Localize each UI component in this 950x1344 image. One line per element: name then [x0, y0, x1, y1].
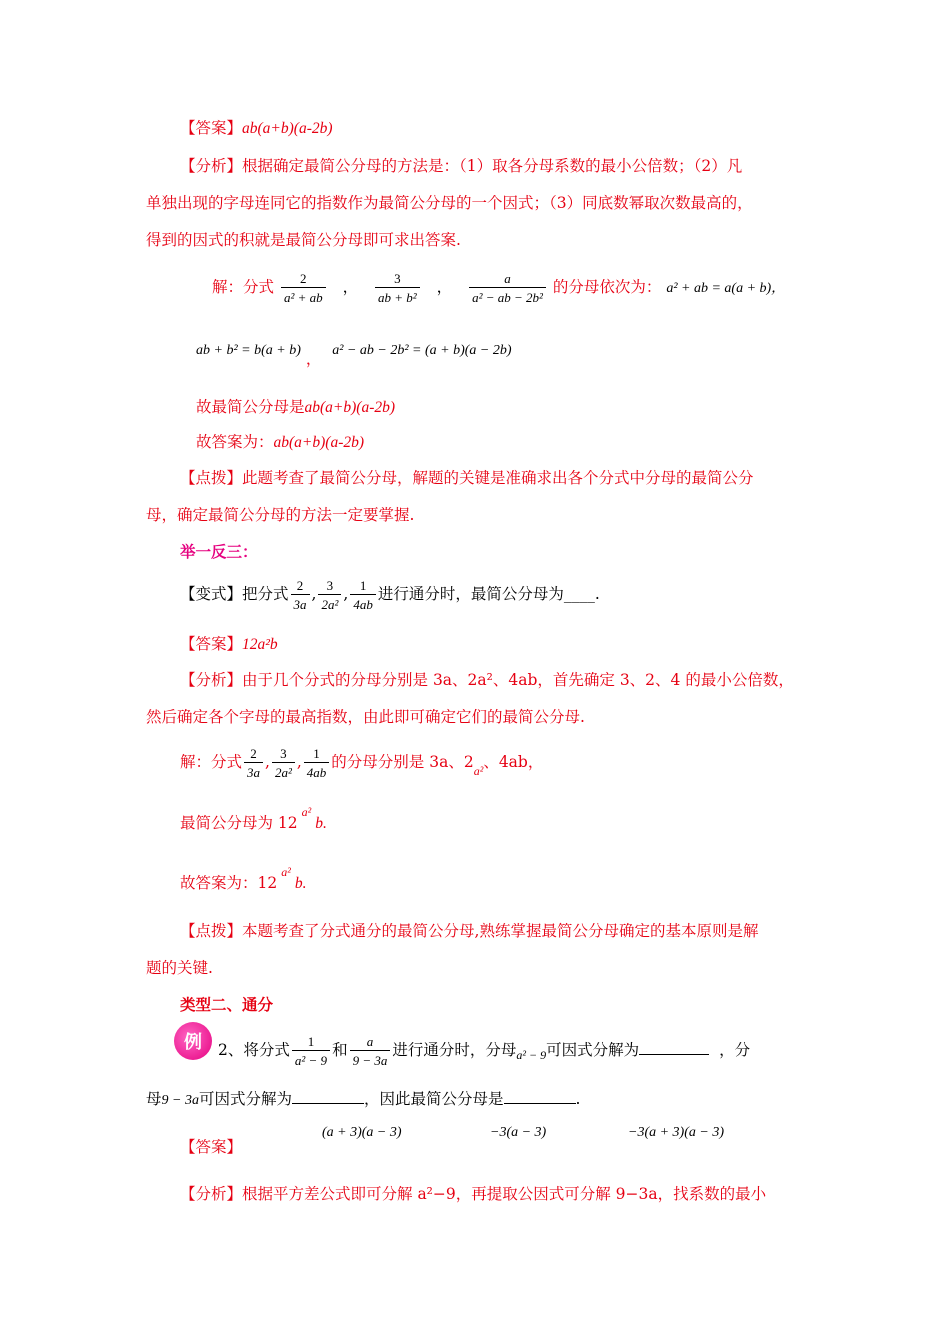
fraction: $\frac{2}{3a}$: [291, 579, 310, 611]
fraction: $\frac{3}{\text{ab + b²}}$: [375, 272, 420, 304]
equation: a² + ab = a(a + b)，: [666, 281, 786, 296]
solution-2-line-1: 解：分式 $\frac{2}{3a}$ , $\frac{3}{\text{2a²}}$ , $\frac{1}{4ab}$ 的分母分别是 3a、$2_{a^2}$、4ab，: [180, 746, 544, 780]
answer-value: ab(a+b)(a-2b): [242, 120, 333, 137]
analysis-label: 【分析】: [180, 671, 243, 689]
solution-1-line-1: 解：分式 $\frac{2}{\text{a² + ab}}$ ， $\frac{3}{\text{ab + b²}}$ ， $\frac{a}{\text{a² − ab − 2b²}}$ 的分母依次为： a² + ab = a(a + b)，: [212, 271, 786, 305]
solution-2-line-3: 故答案为：$12^{a^2}b$.: [180, 865, 307, 892]
example-badge: 例: [174, 1022, 212, 1060]
example-2-line-1: 2、将分式 $\frac{1}{\text{a² − 9}}$ 和 $\frac{a}{9 - 3a}$ 进行通分时，分母$_{a^2 - 9}$可因式分解为 ，分: [218, 1034, 751, 1068]
tip-1-line-2: 母，确定最简公分母的方法一定要掌握.: [146, 506, 415, 524]
solution-1-conclusion-1: 故最简公分母是ab(a+b)(a-2b): [196, 398, 396, 416]
tip-2-line-2: 题的关键.: [146, 959, 213, 977]
answer-3-value-1: (a + 3)(a − 3): [322, 1125, 402, 1140]
equation: ab + b² = b(a + b): [196, 343, 301, 358]
tip-1-line-1: 【点拨】此题考查了最简公分母，解题的关键是准确求出各个分式中分母的最简公分: [180, 469, 754, 487]
analysis-label: 【分析】: [180, 1185, 243, 1203]
answer-3-value-3: −3(a + 3)(a − 3): [628, 1125, 724, 1140]
answer-blank[interactable]: [639, 1038, 709, 1055]
solution-1-line-2: ab + b² = b(a + b) ， a² − ab − 2b² = (a + b)(a − 2b): [196, 343, 512, 368]
analysis-3-line-1: 【分析】根据平方差公式即可分解 a²−9，再提取公因式可分解 9−3a，找系数的最小: [180, 1185, 767, 1203]
section-heading: 举一反三：: [180, 543, 258, 561]
fraction: $\frac{3}{\text{2a²}}$: [318, 579, 341, 611]
tip-2-line-1: 【点拨】本题考查了分式通分的最简公分母,熟练掌握最简公分母确定的基本原则是解: [180, 922, 759, 940]
analysis-1-line-2: 单独出现的字母连同它的指数作为最简公分母的一个因式；（3）同底数幂取次数最高的，: [146, 194, 753, 212]
variant-label: 【变式】: [180, 585, 243, 603]
answer-blank[interactable]: [292, 1087, 364, 1104]
fraction: $\frac{2}{3a}$: [244, 747, 263, 779]
analysis-1-line-3: 得到的因式的积就是最简公分母即可求出答案.: [146, 231, 461, 249]
fraction: $\frac{a}{\text{a² − ab − 2b²}}$: [469, 272, 546, 304]
answer-value: 12a²b: [242, 636, 278, 653]
tip-label: 【点拨】: [180, 922, 243, 940]
fraction: $\frac{3}{\text{2a²}}$: [272, 747, 295, 779]
analysis-2-line-1: 【分析】由于几个分式的分母分别是 3a、2a²、4ab，首先确定 3、2、4 的最小公倍数，: [180, 671, 794, 689]
answer-2: [180, 633, 278, 656]
analysis-1-line-1: 【分析】根据确定最简公分母的方法是：（1）取各分母系数的最小公倍数；（2）凡: [180, 157, 743, 175]
solution-2-line-2: 最简公分母为 $12^{a^2}b$.: [180, 805, 327, 832]
solution-1-conclusion-2: 故答案为：ab(a+b)(a-2b): [196, 433, 365, 451]
analysis-2-line-2: 然后确定各个字母的最高指数，由此即可确定它们的最简公分母.: [146, 708, 585, 726]
fraction: $\frac{2}{\text{a² + ab}}$: [281, 272, 326, 304]
analysis-label: 【分析】: [180, 157, 243, 175]
answer-label: 【答案】: [180, 119, 243, 137]
equation: a² − ab − 2b² = (a + b)(a − 2b): [332, 343, 512, 358]
answer-1: [180, 117, 333, 140]
answer-3-value-2: −3(a − 3): [490, 1125, 547, 1140]
tip-label: 【点拨】: [180, 469, 243, 487]
answer-3-label: 【答案】: [180, 1138, 243, 1156]
answer-blank[interactable]: [504, 1087, 576, 1104]
section-heading: 类型二、通分: [180, 996, 274, 1014]
fraction: $\frac{a}{9 - 3a}$: [350, 1035, 391, 1067]
fraction: $\frac{1}{4ab}$: [304, 747, 330, 779]
example-2-line-2: 母9 − 3a可因式分解为 ，因此最简公分母是 .: [146, 1087, 580, 1112]
variant-question: 【变式】把分式 $\frac{2}{3a}$ , $\frac{3}{\text{2a²}}$ , $\frac{1}{4ab}$ 进行通分时，最简公分母为____.: [180, 578, 600, 612]
answer-label: 【答案】: [180, 635, 243, 653]
fraction: $\frac{1}{4ab}$: [350, 579, 376, 611]
fraction: $\frac{1}{\text{a² − 9}}$: [292, 1035, 330, 1067]
